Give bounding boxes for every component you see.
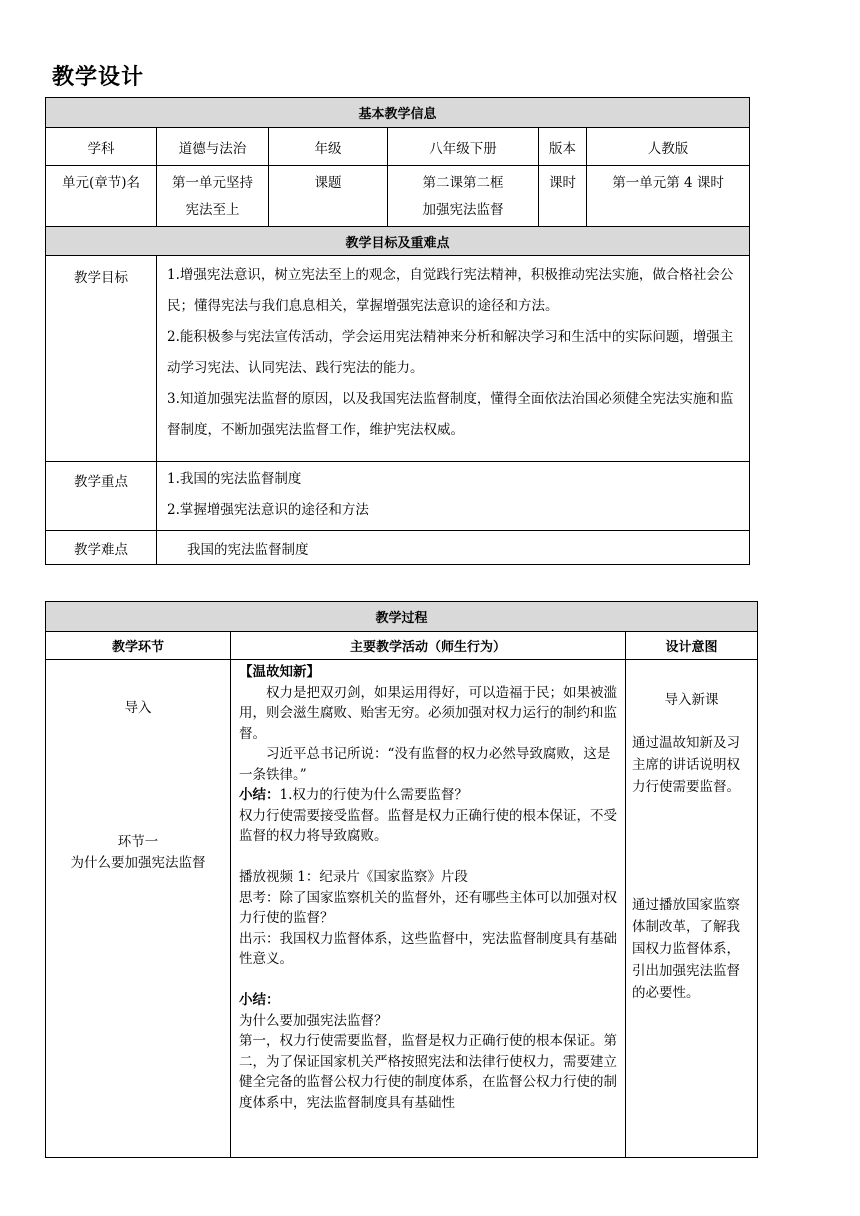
intent-video: 通过播放国家监察体制改革，了解我国权力监督体系，引出加强宪法监督的必要性。 [632,897,740,1001]
edition-value: 人教版 [587,128,750,166]
unit-value-line1: 第一单元坚持 [172,175,253,191]
hours-value: 第一单元第 4 课时 [587,166,750,227]
stage-one-subtitle: 为什么要加强宪法监督 [70,855,206,871]
key-point-item: 2.掌握增强宪法意识的途径和方法 [167,502,369,518]
intent-review: 通过温故知新及习主席的讲话说明权力行使需要监督。 [632,735,740,795]
hours-label: 课时 [539,166,587,227]
key-point-item: 1.我国的宪法监督制度 [167,471,302,487]
think-question: 思考：除了国家监察机关的监督外，还有哪些主体可以加强对权力行使的监督？ [239,889,617,926]
topic-value-line1: 第二课第二框 [422,175,504,191]
subject-value: 道德与法治 [157,128,269,166]
unit-value-line2: 宪法至上 [185,202,240,218]
topic-label: 课题 [269,166,388,227]
unit-label: 单元(章节)名 [46,166,157,227]
stage-one [46,832,230,874]
process-table [45,601,758,1158]
summary-1-answer: 权力行使需要接受监督。监督是权力正确行使的根本保证，不受监督的权力将导致腐败。 [239,807,617,844]
col-intent: 设计意图 [626,632,758,660]
grade-value: 八年级下册 [388,128,539,166]
show-text: 出示：我国权力监督体系，这些监督中，宪法监督制度具有基础性意义。 [239,930,617,967]
goal-item: 2.能积极参与宪法宣传活动，学会运用宪法精神来分析和解决学习和生活中的实际问题，增强主动学习宪法、认同宪法、践行宪法的能力。 [167,329,734,376]
grade-label: 年级 [269,128,388,166]
key-label: 教学重点 [46,462,157,531]
summary-2-answer: 第一，权力行使需要监督，监督是权力正确行使的根本保证。第二，为了保证国家机关严格按照宪法和法律行使权力，需要建立健全完备的监督公权力行使的制度体系，在监督公权力行使的制度体系中，宪法监督制度具有基础性 [239,1033,617,1111]
summary-2-question: 为什么要加强宪法监督？ [239,1012,388,1029]
basic-info-header: 基本教学信息 [46,98,750,128]
intent-intro: 导入新课 [664,692,719,708]
col-stage: 教学环节 [46,632,231,660]
summary-1-question [239,785,621,806]
goals-label: 教学目标 [46,256,157,462]
page-title: 教学设计 [52,65,145,90]
difficult-point: 我国的宪法监督制度 [157,531,750,565]
review-heading: 【温故知新】 [239,664,320,680]
key-points [157,462,750,531]
edition-label: 版本 [539,128,587,166]
topic-value [388,166,539,227]
goal-item: 3.知道加强宪法监督的原因，以及我国宪法监督制度，懂得全面依法治国必须健全宪法实施和监督制度，不断加强宪法监督工作，维护宪法权威。 [167,391,734,438]
stage-intro: 导入 [124,700,152,716]
stage-cell [46,660,231,1158]
difficult-label: 教学难点 [46,531,157,565]
review-quote: 习近平总书记所说：“没有监督的权力必然导致腐败，这是一条铁律。” [239,746,611,783]
summary-1-label: 小结： [239,787,280,803]
topic-value-line2: 加强宪法监督 [422,202,504,218]
video-instruction: 播放视频 1：纪录片《国家监察》片段 [239,869,468,885]
activity-cell [231,660,626,1158]
goals-content [157,256,750,462]
stage-one-title: 环节一 [117,834,159,850]
basic-info-table [45,97,750,565]
process-header: 教学过程 [46,602,758,632]
goals-header: 教学目标及重难点 [46,227,750,256]
subject-label: 学科 [46,128,157,166]
summary-2-label: 小结： [239,992,280,1008]
summary-1-q-text: 1.权力的行使为什么需要监督？ [279,787,468,803]
review-paragraph: 权力是把双刃剑，如果运用得好，可以造福于民；如果被滥用，则会滋生腐败、贻害无穷。必须加强对权力运行的制约和监督。 [239,684,617,742]
unit-value [157,166,269,227]
goal-item: 1.增强宪法意识，树立宪法至上的观念，自觉践行宪法精神，积极推动宪法实施，做合格社会公民；懂得宪法与我们息息相关，掌握增强宪法意识的途径和方法。 [167,267,734,314]
intent-cell [626,660,758,1158]
col-activity: 主要教学活动（师生行为） [231,632,626,660]
